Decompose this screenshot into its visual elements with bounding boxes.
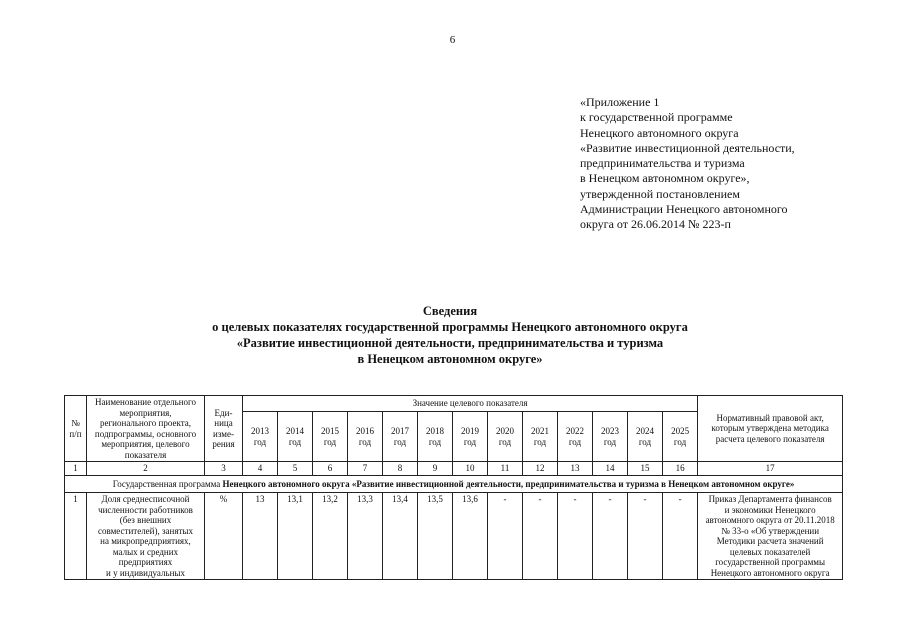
value-cell: - [523,493,558,580]
row-number: 1 [65,493,87,580]
value-cell: 13,6 [453,493,488,580]
program-row [65,476,843,493]
column-number: 10 [453,462,488,476]
column-number: 11 [488,462,523,476]
header-year: 2014 год [278,412,313,462]
header-unit: Еди- ница изме- рения [205,396,243,462]
header-year: 2023 год [593,412,628,462]
header-year: 2018 год [418,412,453,462]
value-cell: - [593,493,628,580]
column-number: 6 [313,462,348,476]
value-cell: - [558,493,593,580]
header-year: 2020 год [488,412,523,462]
indicators-table [64,395,843,580]
column-number: 13 [558,462,593,476]
column-number: 15 [628,462,663,476]
header-num: № п/п [65,396,87,462]
program-name: Ненецкого автономного округа «Развитие инвестиционной деятельности, предпринимательства и туризма в Ненецком автономном округе» [222,478,795,489]
value-cell: - [663,493,698,580]
column-number: 4 [243,462,278,476]
value-cell: - [488,493,523,580]
program-prefix: Государственная программа [112,478,223,489]
header-normative: Нормативный правовой акт, которым утверждена методика расчета целевого показателя [698,396,843,462]
column-number: 5 [278,462,313,476]
title-line: в Ненецком автономном округе» [357,352,543,366]
appendix-line: «Приложение 1 [580,95,660,109]
header-year: 2021 год [523,412,558,462]
header-value-group: Значение целевого показателя [243,396,698,412]
column-number: 2 [87,462,205,476]
appendix-line: Администрации Ненецкого автономного [580,202,788,217]
program-title-cell [65,476,843,493]
header-year: 2013 год [243,412,278,462]
header-year: 2015 год [313,412,348,462]
column-number-row [65,462,843,476]
value-cell: - [628,493,663,580]
table-row [65,493,843,580]
column-number: 8 [383,462,418,476]
appendix-line: утвержденной постановлением [580,186,740,201]
value-cell: 13,4 [383,493,418,580]
header-year: 2022 год [558,412,593,462]
appendix-line: к государственной программе [580,110,733,125]
header-year: 2024 год [628,412,663,462]
value-cell: 13,5 [418,493,453,580]
column-number: 16 [663,462,698,476]
header-year: 2019 год [453,412,488,462]
page-number: 6 [449,34,456,46]
value-cell: 13 [243,493,278,580]
unit-cell: % [205,493,243,580]
column-number: 14 [593,462,628,476]
value-cell: 13,2 [313,493,348,580]
appendix-line: Ненецкого автономного округа [580,125,739,140]
appendix-line: «Развитие инвестиционной деятельности, [580,140,795,155]
column-number: 1 [65,462,87,476]
column-number: 9 [418,462,453,476]
title-line: о целевых показателях государственной программы Ненецкого автономного округа [212,320,688,334]
column-number: 12 [523,462,558,476]
appendix-reference [580,95,880,233]
title-line: Сведения [422,304,478,318]
column-number: 3 [205,462,243,476]
header-row-group [65,396,843,412]
title-line: «Развитие инвестиционной деятельности, предпринимательства и туризма [236,336,664,350]
appendix-line: в Ненецком автономном округе», [580,171,750,186]
appendix-line: округа от 26.06.2014 № 223-п [580,217,731,232]
value-cell: 13,1 [278,493,313,580]
indicator-name: Доля среднесписочной численности работников (без внешних совместителей), занятых на микропредприятиях, малых и средних предприятиях и у индивидуальных [87,493,205,580]
header-year: 2025 год [663,412,698,462]
header-name: Наименование отдельного мероприятия, регионального проекта, подпрограммы, основного мероприятия, целевого показателя [87,396,205,462]
header-year: 2017 год [383,412,418,462]
column-number: 17 [698,462,843,476]
appendix-line: предпринимательства и туризма [580,156,745,171]
document-title [100,303,800,367]
value-cell: 13,3 [348,493,383,580]
column-number: 7 [348,462,383,476]
normative-act-cell: Приказ Департамента финансов и экономики Ненецкого автономного округа от 20.11.2018 № 33-о «Об утверждении Методики расчета значений целевых показателей государственной программы Ненецкого автономного округа [698,493,843,580]
header-year: 2016 год [348,412,383,462]
